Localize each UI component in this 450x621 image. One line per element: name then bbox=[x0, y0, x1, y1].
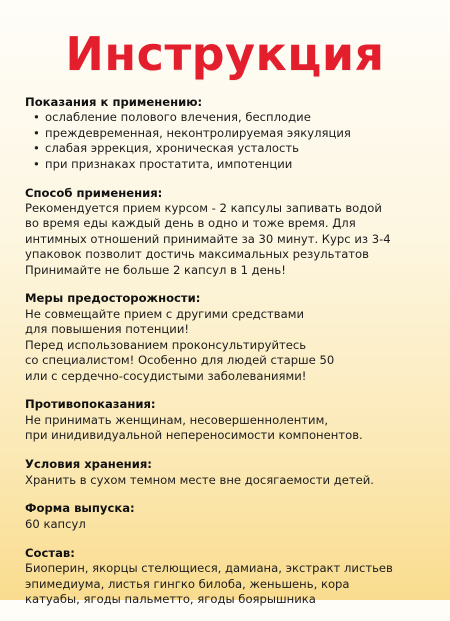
text-line: 60 капсул bbox=[25, 516, 86, 531]
text-line: при инидивидуальной непереносимости компонентов. bbox=[25, 428, 363, 443]
text-line: Перед использованием проконсультируйтесь bbox=[25, 337, 307, 352]
section-heading: Условия хранения: bbox=[25, 457, 152, 472]
text-line: для повышения потенции! bbox=[25, 322, 190, 337]
text-line: во время еды каждый день в одно и тоже время. Для bbox=[25, 216, 356, 231]
section-heading: Меры предосторожности: bbox=[25, 291, 201, 306]
section-precautions bbox=[25, 291, 440, 383]
list-item: • при признаках простатита, импотенции bbox=[33, 157, 440, 172]
text-line: Биоперин, якорцы стелющиеся, дамиана, экстракт листьев bbox=[25, 561, 393, 576]
page-title: Инструкция bbox=[65, 27, 385, 81]
section-composition bbox=[25, 546, 440, 608]
text-line: Принимайте не больше 2 капсул в 1 день! bbox=[25, 262, 286, 277]
instruction-content bbox=[25, 95, 440, 621]
indications-list bbox=[25, 110, 440, 172]
section-contraindications bbox=[25, 397, 440, 443]
text-line: Не совмещайте прием с другими средствами bbox=[25, 306, 305, 321]
section-heading: Форма выпуска: bbox=[25, 501, 135, 516]
section-heading: Противопоказания: bbox=[25, 397, 156, 412]
section-form bbox=[25, 501, 440, 532]
text-line: катуабы, ягоды пальметто, ягоды боярышника bbox=[25, 591, 316, 606]
section-storage bbox=[25, 457, 440, 488]
text-line: интимных отношений принимайте за 30 минут. Курс из 3-4 bbox=[25, 231, 391, 246]
text-line: со специалистом! Особенно для людей старше 50 bbox=[25, 353, 335, 368]
section-heading: Состав: bbox=[25, 545, 75, 560]
text-line: Рекомендуется прием курсом - 2 капсулы запивать водой bbox=[25, 200, 382, 215]
list-item: • преждевременная, неконтролируемая эякуляция bbox=[33, 126, 440, 141]
text-line: Не принимать женщинам, несовершеннолентим, bbox=[25, 412, 329, 427]
text-line: упаковок позволит достичь максимальных результатов bbox=[25, 247, 369, 262]
text-line: Хранить в сухом темном месте вне досягаемости детей. bbox=[25, 472, 374, 487]
list-item: • ослабление полового влечения, бесплодие bbox=[33, 110, 440, 125]
section-heading: Способ применения: bbox=[25, 185, 163, 200]
text-line: или с сердечно-сосудистыми заболеваниями! bbox=[25, 368, 307, 383]
section-usage bbox=[25, 186, 440, 278]
list-item: • слабая эррекция, хроническая усталость bbox=[33, 141, 440, 156]
text-line: эпимедиума, листья гингко билоба, женьшень, кора bbox=[25, 576, 350, 591]
section-heading: Показания к применению: bbox=[25, 95, 203, 109]
section-indications bbox=[25, 95, 440, 172]
